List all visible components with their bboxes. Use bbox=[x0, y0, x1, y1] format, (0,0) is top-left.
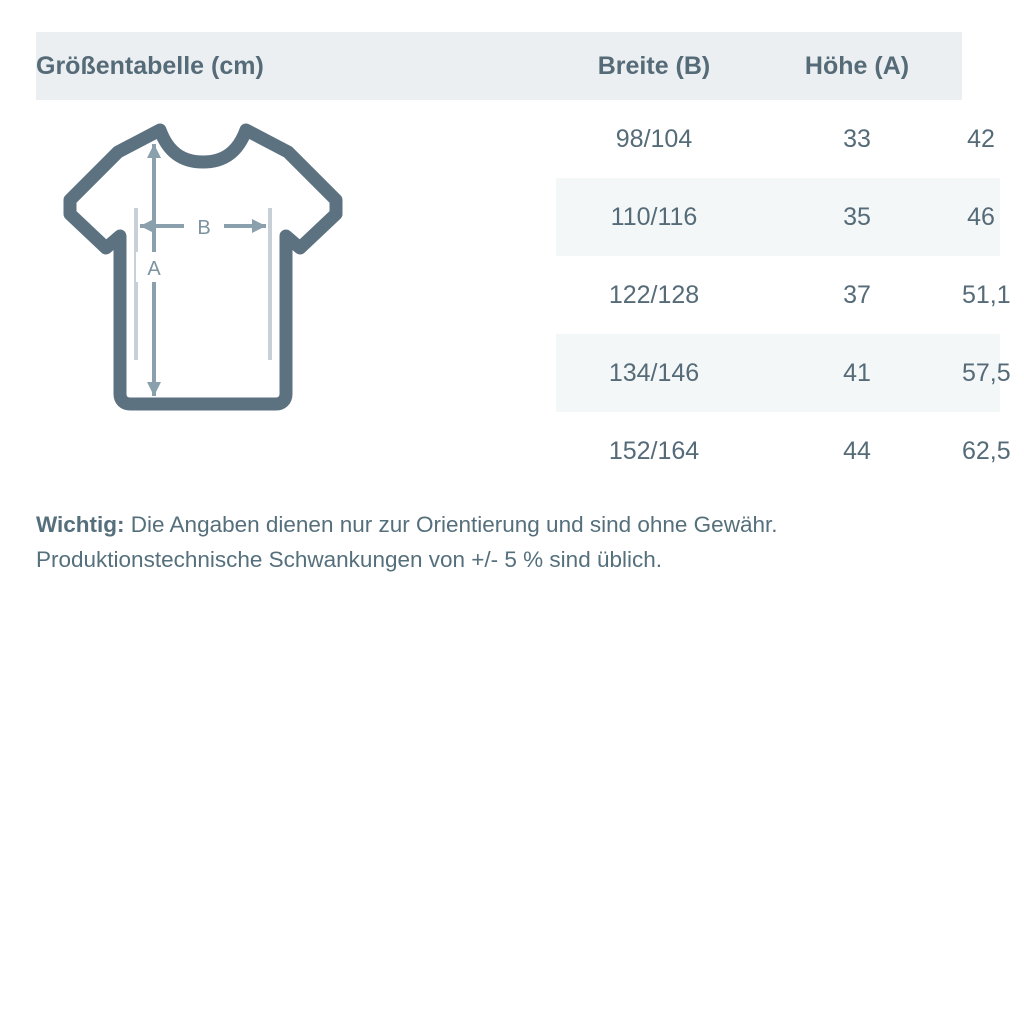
note-line1: Die Angaben dienen nur zur Orientierung und sind ohne Gewähr. bbox=[124, 512, 778, 537]
label-a: A bbox=[147, 258, 161, 280]
cell-width: 41 bbox=[752, 334, 962, 412]
note-line2: Produktionstechnische Schwankungen von +/- 5 % sind üblich. bbox=[36, 546, 663, 572]
cell-size: 152/164 bbox=[556, 412, 752, 490]
cell-height: 42 bbox=[962, 100, 1000, 178]
table-body bbox=[36, 100, 1011, 490]
column-header-title: Größentabelle (cm) bbox=[36, 32, 556, 100]
column-header-width: Breite (B) bbox=[556, 32, 752, 100]
cell-width: 44 bbox=[752, 412, 962, 490]
t-shirt-icon bbox=[48, 108, 388, 448]
note-prefix: Wichtig: bbox=[36, 512, 125, 537]
cell-size: 110/116 bbox=[556, 178, 752, 256]
cell-width: 37 bbox=[752, 256, 962, 334]
cell-width: 35 bbox=[752, 178, 962, 256]
table-header bbox=[36, 32, 1000, 100]
size-table-container bbox=[36, 32, 1011, 490]
cell-size: 122/128 bbox=[556, 256, 752, 334]
important-note bbox=[36, 508, 986, 578]
cell-height: 51,1 bbox=[962, 256, 1000, 334]
cell-width: 33 bbox=[752, 100, 962, 178]
cell-height: 57,5 bbox=[962, 334, 1000, 412]
size-table bbox=[36, 32, 1011, 490]
cell-size: 134/146 bbox=[556, 334, 752, 412]
table-row bbox=[36, 100, 1000, 178]
column-header-height: Höhe (A) bbox=[752, 32, 962, 100]
cell-height: 46 bbox=[962, 178, 1000, 256]
cell-height: 62,5 bbox=[962, 412, 1000, 490]
shirt-illustration-cell bbox=[36, 100, 556, 490]
shirt-illustration bbox=[36, 100, 436, 490]
label-b: B bbox=[197, 217, 211, 239]
cell-size: 98/104 bbox=[556, 100, 752, 178]
header-row bbox=[36, 32, 1000, 100]
